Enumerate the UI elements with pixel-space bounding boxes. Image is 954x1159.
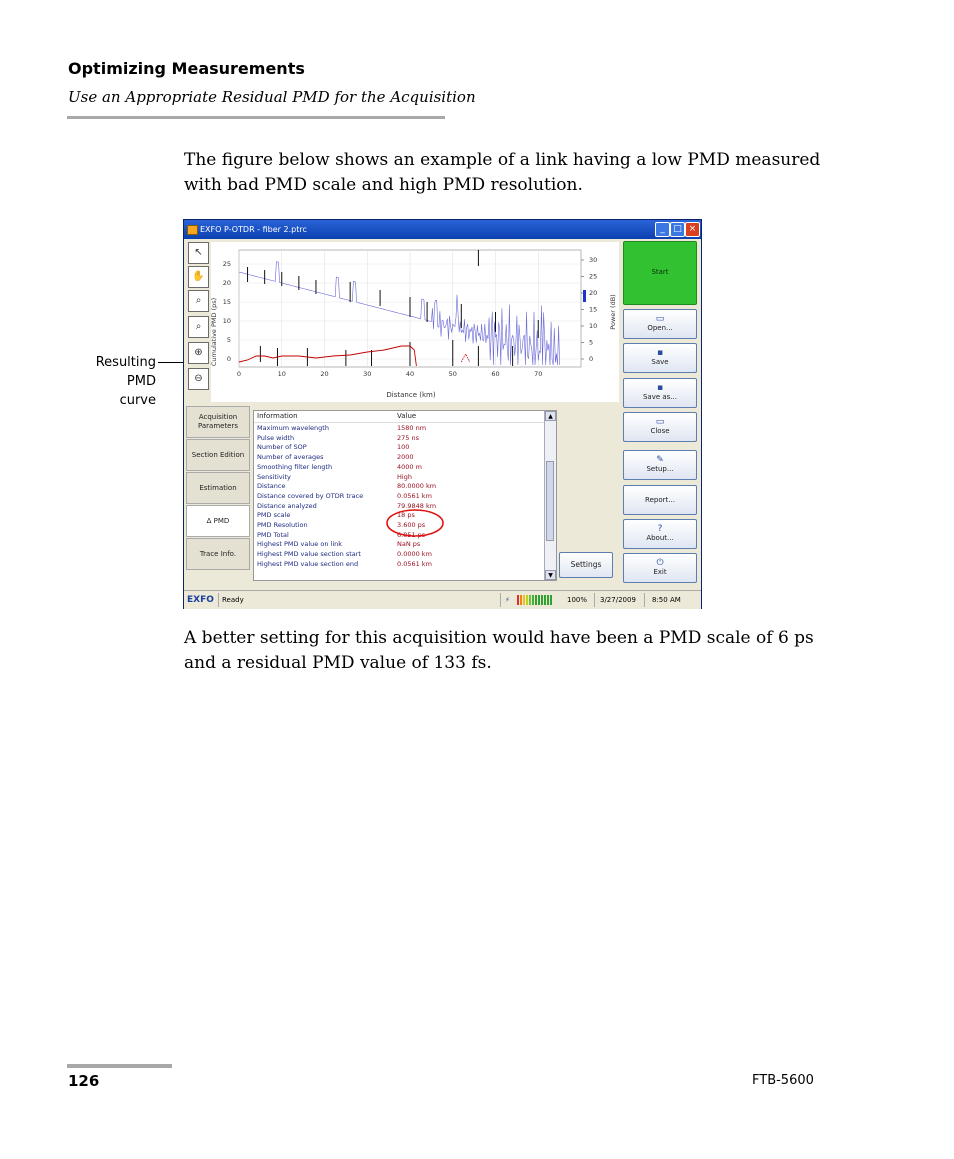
y-right-tick-label: 0 — [589, 355, 594, 363]
info-value: 275 ns — [397, 433, 419, 442]
x-tick-label: 30 — [363, 370, 372, 378]
window-titlebar — [184, 220, 701, 239]
info-value: 0.0561 km — [397, 491, 432, 500]
close-label: Close — [650, 427, 670, 435]
tab-trace-info[interactable]: Trace Info. — [186, 538, 250, 570]
table-row[interactable] — [254, 481, 544, 491]
status-divider — [594, 593, 595, 607]
save-as-label: Save as... — [642, 393, 678, 401]
info-table-header — [254, 411, 544, 423]
app-icon — [187, 225, 198, 235]
exit-button[interactable] — [623, 553, 697, 583]
power-icon: ⏻ — [656, 558, 664, 568]
side-tabs — [186, 406, 252, 586]
header-rule — [67, 116, 445, 119]
report-button[interactable]: Report... — [623, 485, 697, 515]
x-tick-label: 70 — [534, 370, 543, 378]
battery-segment — [523, 595, 525, 605]
info-label: Highest PMD value section start — [257, 550, 361, 559]
info-label: Distance analyzed — [257, 501, 317, 510]
y-left-tick-label: 10 — [222, 317, 231, 325]
info-label: Maximum wavelength — [257, 424, 329, 432]
battery-segment — [550, 595, 552, 605]
help-icon: ? — [657, 524, 663, 534]
x-tick-label: 0 — [236, 370, 242, 378]
y-right-tick-label: 25 — [589, 272, 598, 281]
table-row[interactable] — [254, 433, 544, 443]
start-button[interactable]: Start — [623, 241, 697, 305]
info-label: Highest PMD value section end — [257, 559, 359, 568]
battery-segment — [538, 595, 540, 605]
right-axis-marker — [583, 290, 586, 302]
settings-button[interactable]: Settings — [559, 552, 613, 578]
info-value: 2000 — [397, 453, 414, 462]
info-label: PMD Resolution — [257, 521, 308, 529]
y-right-axis-label: Power (dB) — [609, 294, 617, 330]
footer-rule — [67, 1064, 172, 1068]
window-title: EXFO P-OTDR - fiber 2.ptrc — [200, 225, 307, 234]
tab-acquisition-line-1: Acquisition — [198, 413, 238, 421]
tab-acquisition-parameters[interactable] — [186, 406, 250, 438]
table-row[interactable] — [254, 423, 544, 433]
close-icon[interactable]: × — [685, 222, 700, 237]
info-value: High — [397, 472, 412, 481]
info-value: 79.9848 km — [397, 501, 437, 510]
info-label: Pulse width — [257, 433, 295, 442]
callout-line-1: Resulting — [95, 355, 156, 370]
status-time: 8:50 AM — [652, 596, 681, 604]
table-row[interactable] — [254, 472, 544, 482]
scroll-thumb[interactable] — [546, 461, 554, 541]
y-right-tick-label: 10 — [589, 322, 598, 330]
page-number: 126 — [68, 1072, 100, 1090]
info-value: 0.0000 km — [397, 550, 432, 559]
folder-icon: ▭ — [655, 314, 665, 324]
info-label: PMD Total — [257, 530, 289, 539]
column-header-information: Information — [257, 412, 298, 420]
x-tick-label: 40 — [405, 370, 415, 378]
closing-line-2: and a residual PMD value of 133 fs. — [184, 653, 492, 673]
minimize-icon[interactable]: _ — [655, 222, 670, 237]
about-label: About... — [646, 534, 674, 542]
info-value: 80.0000 km — [397, 482, 437, 491]
highlight-circle — [384, 507, 446, 539]
info-table — [253, 410, 557, 581]
app-screenshot — [183, 219, 702, 609]
table-row[interactable] — [254, 549, 544, 559]
trace-plot[interactable] — [211, 242, 619, 402]
table-row[interactable] — [254, 559, 544, 569]
save-label: Save — [651, 358, 669, 366]
column-header-value: Value — [397, 412, 417, 420]
tab-delta-pmd[interactable]: Δ PMD — [186, 505, 250, 537]
floppy-icon: ▪ — [656, 383, 664, 393]
battery-segment — [541, 595, 543, 605]
battery-segment — [526, 595, 528, 605]
info-value: 4000 m — [397, 462, 422, 471]
exfo-logo: EXFO — [187, 595, 214, 605]
tab-acquisition-line-2: Parameters — [197, 422, 239, 430]
tab-section-edition[interactable]: Section Edition — [186, 439, 250, 471]
section-subtitle: Use an Appropriate Residual PMD for the Acquisition — [68, 88, 476, 106]
zoom-in-icon[interactable]: ⊕ — [188, 342, 209, 364]
table-row[interactable] — [254, 452, 544, 462]
y-left-tick-label: 20 — [222, 279, 231, 287]
battery-segment — [529, 595, 531, 605]
zoom-out-icon[interactable]: ⊖ — [188, 368, 209, 390]
info-value: 100 — [397, 443, 410, 452]
info-value: NaN ps — [397, 540, 421, 549]
x-tick-label: 60 — [491, 370, 500, 378]
y-right-tick-label: 15 — [589, 305, 598, 314]
table-row[interactable] — [254, 491, 544, 501]
info-scrollbar[interactable] — [544, 411, 556, 580]
battery-segment — [517, 595, 519, 605]
info-value: 0.0561 km — [397, 559, 432, 568]
y-left-tick-label: 15 — [222, 298, 231, 306]
y-left-axis-label: Cumulative PMD (ps) — [210, 297, 218, 367]
info-label: Distance — [257, 482, 286, 491]
about-button[interactable] — [623, 519, 697, 549]
hand-pan-icon[interactable]: ✋ — [188, 266, 209, 288]
status-divider — [644, 593, 645, 607]
intro-paragraph — [184, 148, 824, 198]
save-as-button[interactable] — [623, 378, 697, 408]
battery-segment — [532, 595, 534, 605]
info-label: Highest PMD value on link — [257, 540, 343, 549]
product-model: FTB-5600 — [752, 1073, 814, 1088]
x-tick-label: 50 — [448, 370, 457, 378]
open-button[interactable] — [623, 309, 697, 339]
folder-icon: ▭ — [655, 417, 665, 427]
status-bar — [184, 590, 701, 609]
info-value: 18 ps — [397, 511, 415, 520]
battery-level-bar — [517, 595, 552, 605]
y-right-tick-label: 5 — [589, 338, 594, 347]
exit-label: Exit — [653, 568, 667, 576]
info-value: 6.851 ps — [397, 530, 426, 539]
y-right-tick-label: 20 — [589, 289, 598, 297]
floppy-icon: ▪ — [656, 348, 664, 358]
save-button[interactable] — [623, 343, 697, 373]
y-left-tick-label: 5 — [226, 336, 231, 344]
x-axis-label: Distance (km) — [386, 391, 436, 399]
battery-percent: 100% — [567, 596, 588, 604]
status-text: Ready — [222, 596, 244, 604]
status-date: 3/27/2009 — [600, 596, 636, 604]
table-row[interactable] — [254, 539, 544, 549]
callout-label — [86, 353, 156, 410]
info-label: PMD scale — [257, 511, 291, 520]
battery-segment — [544, 595, 546, 605]
callout-line-2: PMD — [126, 374, 156, 389]
battery-segment — [547, 595, 549, 605]
battery-segment — [520, 595, 522, 605]
closing-paragraph — [184, 626, 824, 676]
closing-line-1: A better setting for this acquisition would have been a PMD scale of 6 ps — [184, 628, 814, 648]
table-row[interactable] — [254, 462, 544, 472]
setup-label: Setup... — [646, 465, 674, 473]
info-value: 1580 nm — [397, 424, 427, 432]
table-row[interactable] — [254, 442, 544, 452]
zoom-fit-icon[interactable]: ⌕ — [188, 316, 209, 338]
info-label: Smoothing filter length — [257, 462, 333, 471]
close-file-button[interactable] — [623, 412, 697, 442]
info-label: Number of averages — [257, 453, 324, 462]
info-value: 3.600 ps — [397, 521, 426, 529]
clipboard-icon: ✎ — [656, 455, 664, 465]
y-right-tick-label: 30 — [589, 256, 598, 264]
zoom-area-icon[interactable]: ⌕ — [188, 290, 209, 312]
status-divider — [500, 593, 501, 607]
setup-button[interactable] — [623, 450, 697, 480]
pointer-icon[interactable]: ↖ — [188, 242, 209, 264]
info-label: Number of SOP — [257, 443, 307, 452]
plot-toolbar — [186, 241, 210, 403]
x-tick-label: 10 — [277, 370, 286, 378]
network-icon: ⚡ — [505, 596, 510, 604]
intro-line-2: with bad PMD scale and high PMD resolution. — [184, 175, 583, 195]
info-label: Distance covered by OTDR trace — [257, 491, 364, 500]
scroll-up-icon[interactable]: ▲ — [545, 411, 556, 421]
info-label: Sensitivity — [257, 472, 291, 481]
y-left-tick-label: 0 — [226, 355, 231, 363]
maximize-icon[interactable]: □ — [670, 222, 685, 237]
scroll-down-icon[interactable]: ▼ — [545, 570, 556, 580]
section-title: Optimizing Measurements — [68, 59, 305, 78]
tab-estimation[interactable]: Estimation — [186, 472, 250, 504]
battery-segment — [535, 595, 537, 605]
intro-line-1: The figure below shows an example of a link having a low PMD measured — [184, 150, 821, 170]
callout-line-3: curve — [119, 393, 156, 408]
x-tick-label: 20 — [320, 370, 329, 378]
y-left-tick-label: 25 — [222, 260, 231, 268]
open-label: Open... — [647, 324, 673, 332]
trace-plot-svg — [211, 242, 619, 402]
status-divider — [218, 593, 219, 607]
